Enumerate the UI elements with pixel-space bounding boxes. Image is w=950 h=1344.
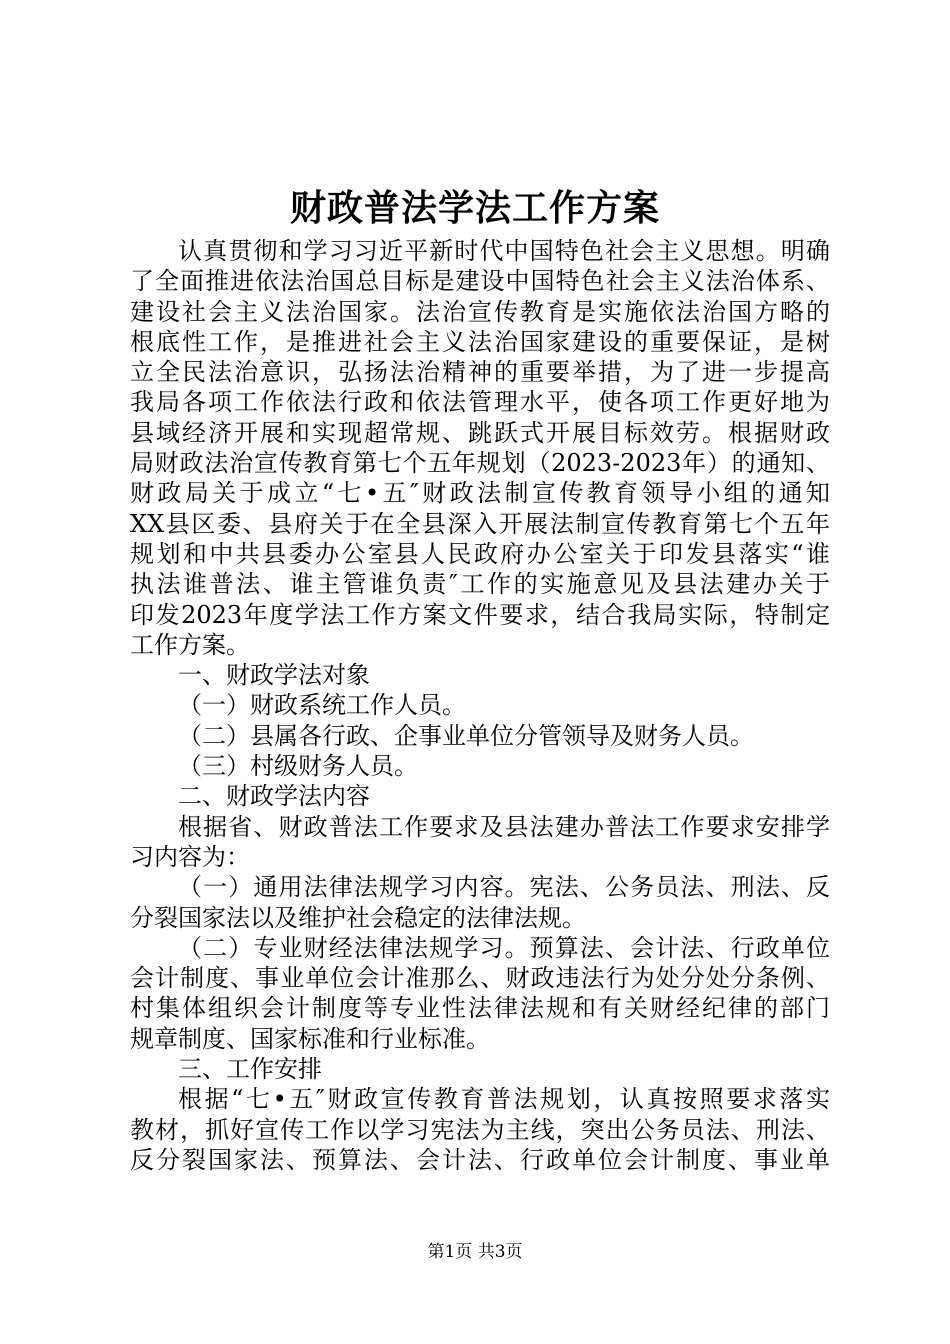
text-line: 反分裂国家法、预算法、会计法、行政单位会计制度、事业单 <box>130 1145 830 1174</box>
document-body <box>130 236 830 1175</box>
text-line: 根据省、财政普法工作要求及县法建办普法工作要求安排学 <box>178 812 830 841</box>
text-line: 局财政法治宣传教育第七个五年规划（2023-2023年）的通知、 <box>130 449 830 478</box>
text-line: 执法谁普法、谁主管谁负责″工作的实施意见及县法建办关于 <box>130 570 830 599</box>
list-item: （三）村级财务人员。 <box>178 752 418 781</box>
list-item: （一）财政系统工作人员。 <box>178 691 466 720</box>
text-line: 村集体组织会计制度等专业性法律法规和有关财经纪律的部门 <box>130 994 830 1023</box>
section-heading: 三、工作安排 <box>178 1055 322 1084</box>
text-line: 财政局关于成立“七•五″财政法制宣传教育领导小组的通知 <box>130 479 830 508</box>
text-line: 印发2023年度学法工作方案文件要求，结合我局实际，特制定 <box>130 600 830 629</box>
text-line: 教材，抓好宣传工作以学习宪法为主线，突出公务员法、刑法、 <box>130 1115 830 1144</box>
text-line: 根底性工作，是推进社会主义法治国家建设的重要保证，是树 <box>130 327 830 356</box>
text-line: 会计制度、事业单位会计准那么、财政违法行为处分处分条例、 <box>130 964 830 993</box>
text-line: 分裂国家法以及维护社会稳定的法律法规。 <box>130 903 586 932</box>
document-title: 财政普法学法工作方案 <box>289 187 660 229</box>
list-item: （二）县属各行政、企事业单位分管领导及财务人员。 <box>178 721 754 750</box>
section-heading: 二、财政学法内容 <box>178 782 370 811</box>
text-line: 立全民法治意识，弘扬法治精神的重要举措，为了进一步提高 <box>130 358 830 387</box>
text-line: 我局各项工作依法行政和依法管理水平，使各项工作更好地为 <box>130 388 830 417</box>
page-footer: 第1页 共3页 <box>427 1242 523 1262</box>
text-line: （一）通用法律法规学习内容。宪法、公务员法、刑法、反 <box>178 873 830 902</box>
text-line: 建设社会主义法治国家。法治宣传教育是实施依法治国方略的 <box>130 297 830 326</box>
text-line: 习内容为： <box>130 842 250 871</box>
section-heading: 一、财政学法对象 <box>178 661 370 690</box>
text-line: 规章制度、国家标准和行业标准。 <box>130 1024 490 1053</box>
text-line: （二）专业财经法律法规学习。预算法、会计法、行政单位 <box>178 933 830 962</box>
text-line: 认真贯彻和学习习近平新时代中国特色社会主义思想。明确 <box>178 237 830 265</box>
text-line: 规划和中共县委办公室县人民政府办公室关于印发县落实“谁 <box>130 539 830 568</box>
text-line: 根据“七•五″财政宣传教育普法规划，认真按照要求落实 <box>178 1085 830 1114</box>
text-line: 了全面推进依法治国总目标是建设中国特色社会主义法治体系、 <box>130 267 830 296</box>
text-line: 工作方案。 <box>130 630 250 659</box>
text-line: XX县区委、县府关于在全县深入开展法制宣传教育第七个五年 <box>130 509 830 538</box>
text-line: 县域经济开展和实现超常规、跳跃式开展目标效劳。根据财政 <box>130 418 830 447</box>
